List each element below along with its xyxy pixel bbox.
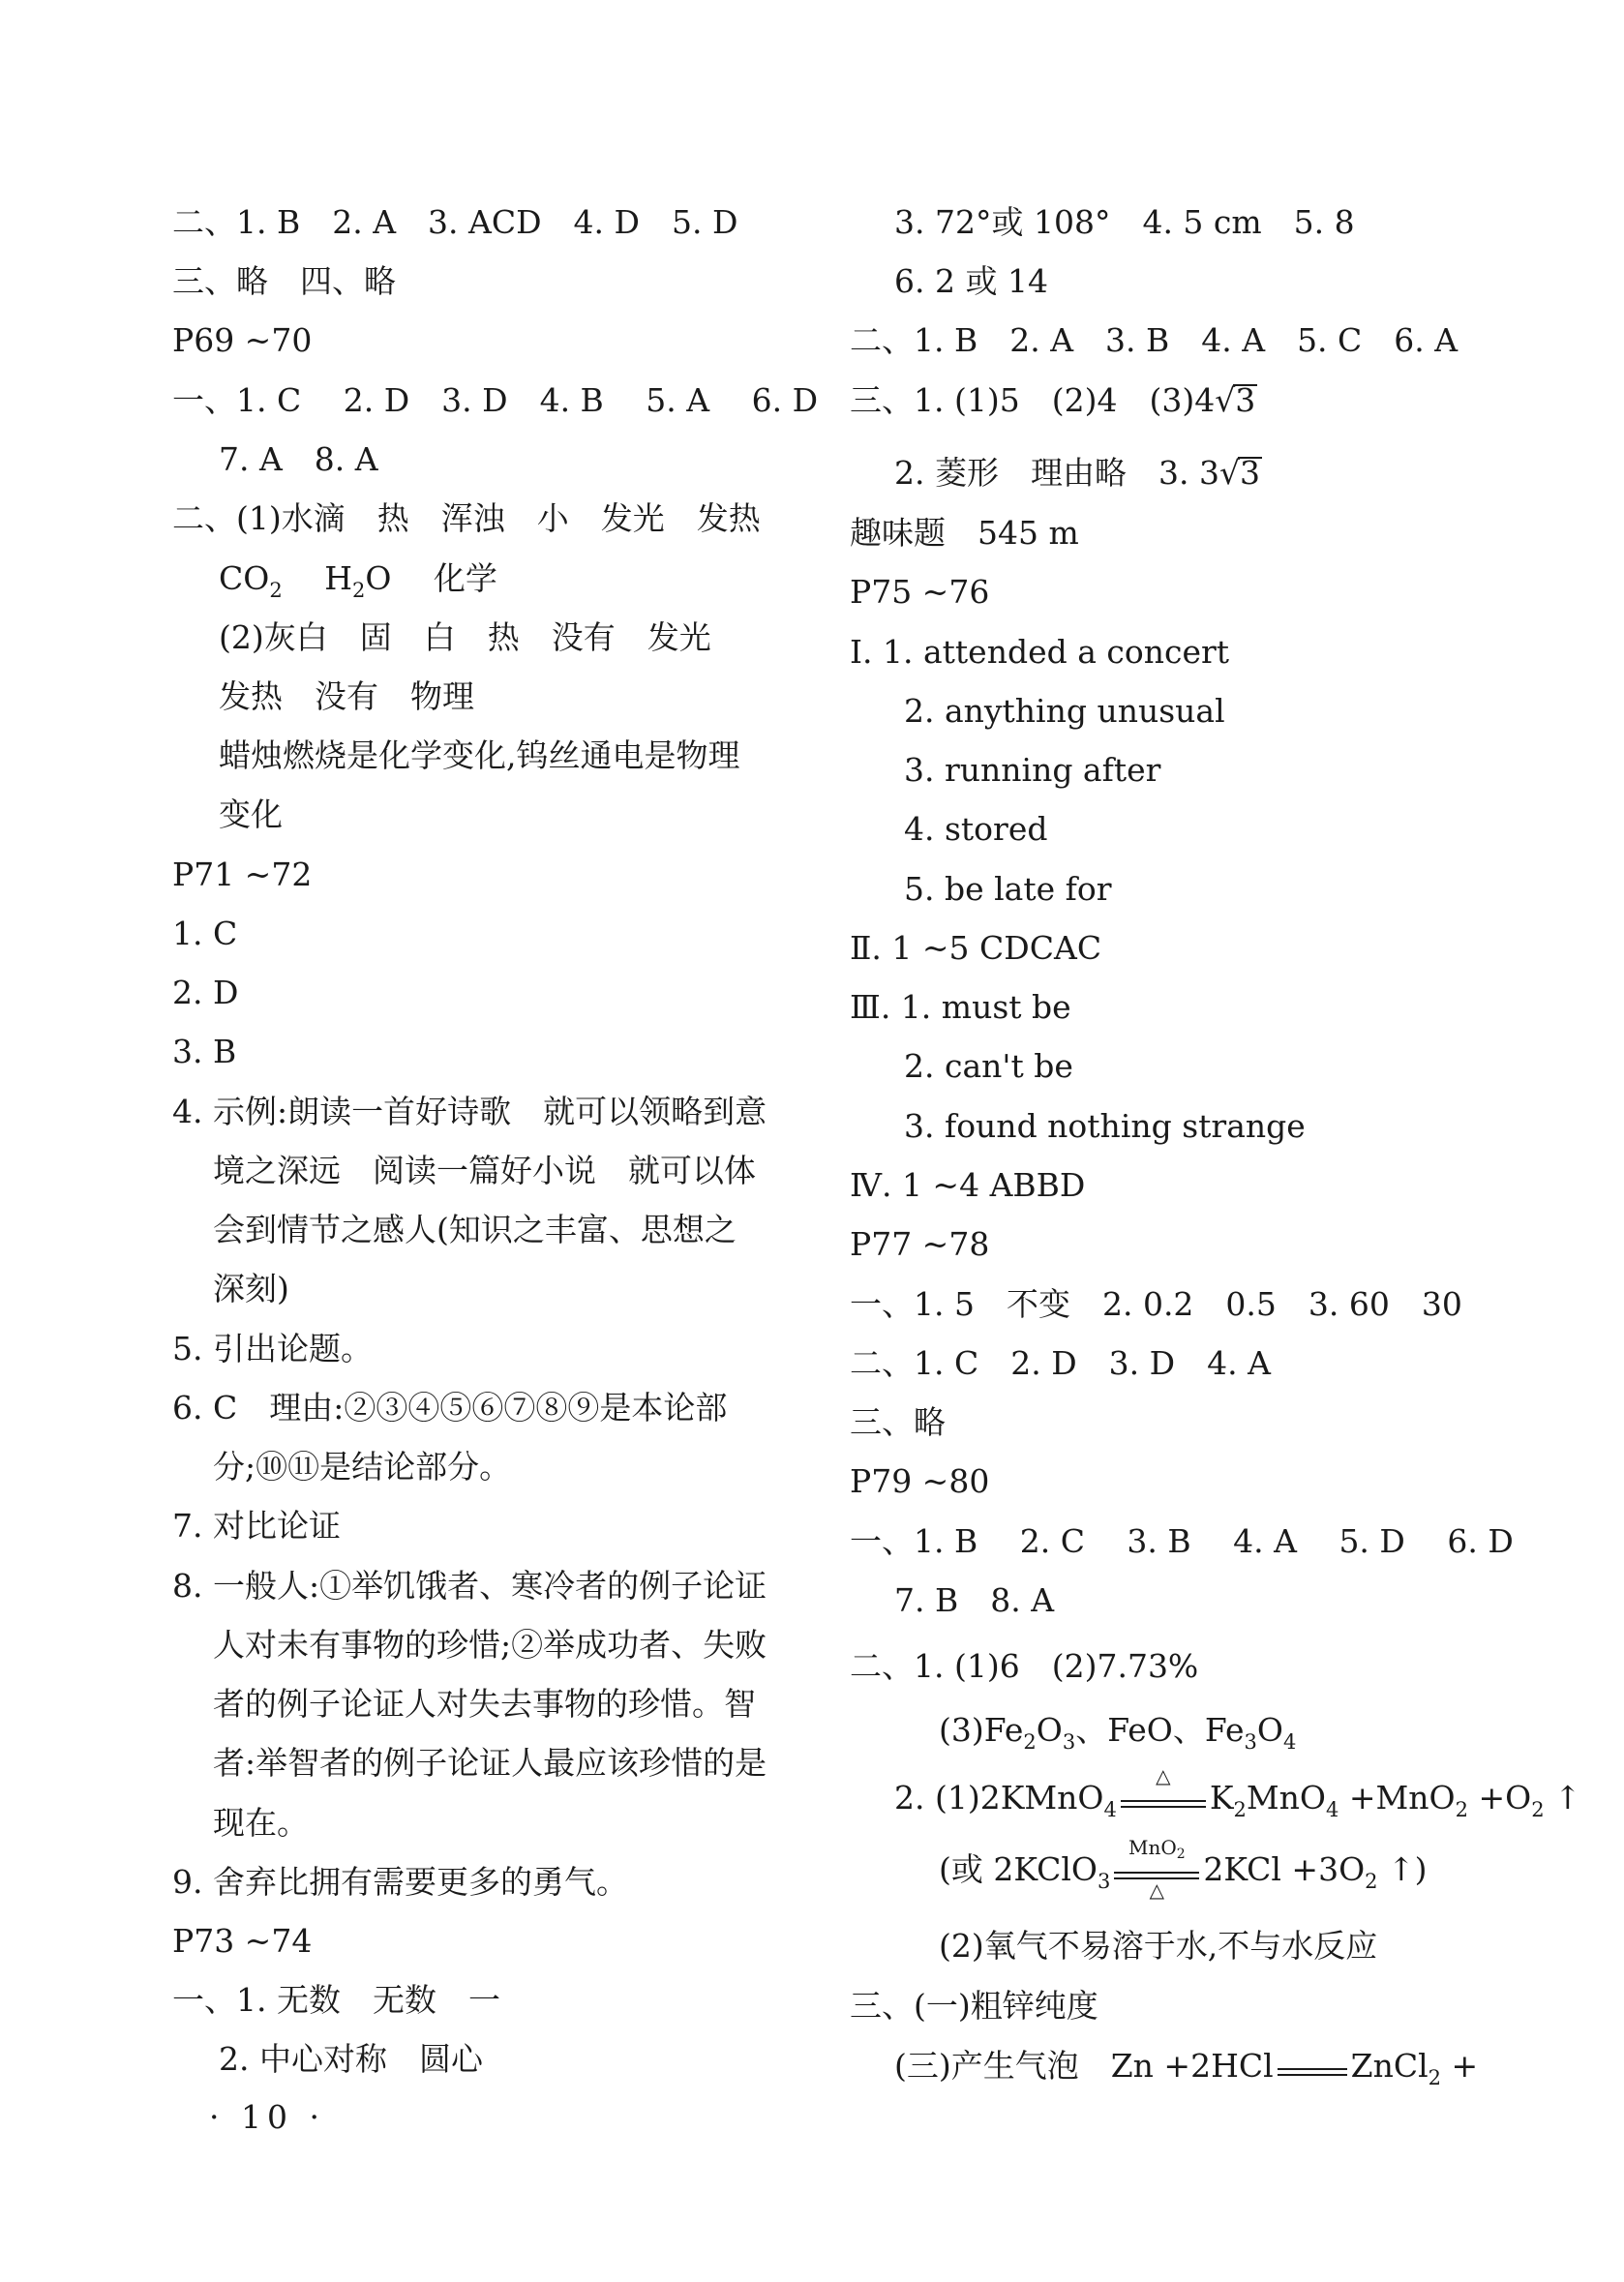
radicand-2: 3 [1239, 454, 1260, 492]
heat-symbol: △ [1156, 1764, 1171, 1787]
o-sub-2: 4 [1282, 1730, 1297, 1754]
gas-arrow: ↑ [1544, 1779, 1581, 1817]
left-line-19: 深刻) [213, 1270, 289, 1307]
right-line-sqrt-1 [850, 381, 1257, 420]
kmno4-sub: 4 [1103, 1798, 1117, 1821]
left-line-24: 8. 一般人:①举饥饿者、寒冷者的例子论证 [172, 1567, 767, 1605]
right-line-19: 一、1. 5 不变 2. 0.2 0.5 3. 60 30 [850, 1285, 1462, 1323]
right-line-13: Ⅱ. 1 ~5 CDCAC [850, 929, 1102, 967]
left-line-32: 2. 中心对称 圆心 [219, 2040, 483, 2078]
catalyst-condition-arrow [1110, 1836, 1203, 1902]
left-line-4: 一、1. C 2. D 3. D 4. B 5. A 6. D [172, 381, 819, 419]
left-line-11: 变化 [219, 796, 283, 833]
chem-label: 化学 [433, 559, 497, 597]
o2-sub-2: 2 [1365, 1870, 1378, 1893]
left-line-6: 二、(1)水滴 热 浑浊 小 发光 发热 [172, 499, 761, 537]
right-line-20: 二、1. C 2. D 3. D 4. A [850, 1344, 1271, 1382]
mno-sub: 4 [1325, 1798, 1339, 1821]
h2o-sub: 2 [351, 579, 366, 602]
right-line-8: Ⅰ. 1. attended a concert [850, 633, 1230, 671]
right-line-29: (2)氧气不易溶于水,不与水反应 [939, 1927, 1378, 1965]
right-line-24: 7. B 8. A [894, 1581, 1055, 1619]
mno-text: MnO [1246, 1779, 1326, 1817]
kmno4-prefix: 2. (1)2KMnO [894, 1779, 1104, 1817]
left-line-23: 7. 对比论证 [172, 1507, 341, 1545]
left-line-27: 者:举智者的例子论证人最应该珍惜的是 [213, 1744, 767, 1782]
left-line-29: 9. 舍弃比拥有需要更多的勇气。 [172, 1863, 628, 1901]
gas-arrow-2: ↑) [1377, 1850, 1428, 1888]
left-line-1: 二、1. B 2. A 3. ACD 4. D 5. D [172, 203, 738, 241]
o-sub-1: 3 [1062, 1730, 1076, 1754]
right-line-23: 一、1. B 2. C 3. B 4. A 5. D 6. D [850, 1522, 1514, 1560]
kcl-text: 2KCl +3O [1203, 1850, 1366, 1888]
left-line-31: 一、1. 无数 无数 一 [172, 1981, 500, 2019]
co2-sub: 2 [269, 579, 283, 602]
radicand-1: 3 [1235, 381, 1256, 419]
equals-sign [1274, 2047, 1351, 2086]
catalyst-sub: 2 [1176, 1847, 1186, 1862]
left-heading-p69: P69 ~70 [172, 321, 313, 359]
right-line-sqrt-2 [894, 454, 1262, 493]
left-heading-p71: P71 ~72 [172, 856, 313, 893]
kclo3-sub: 3 [1098, 1870, 1111, 1893]
left-line-28: 现在。 [213, 1804, 309, 1842]
kclo3-prefix: (或 2KClO [939, 1850, 1098, 1888]
k-sub: 2 [1233, 1798, 1247, 1821]
h2o-text: H [324, 559, 352, 597]
right-line-10: 3. running after [904, 751, 1161, 789]
right-line-14: Ⅲ. 1. must be [850, 988, 1071, 1026]
left-line-8: (2)灰白 固 白 热 没有 发光 [219, 618, 711, 656]
left-line-16: 4. 示例:朗读一首好诗歌 就可以领略到意 [172, 1093, 767, 1130]
right-line-30: 三、(一)粗锌纯度 [850, 1987, 1098, 2025]
catalyst-label [1110, 1837, 1203, 1865]
right-line-2: 6. 2 或 14 [894, 262, 1048, 300]
left-line-14: 2. D [172, 974, 239, 1011]
right-line-16: 3. found nothing strange [904, 1107, 1306, 1145]
left-line-15: 3. B [172, 1033, 237, 1070]
feo-text: 、FeO、Fe [1075, 1711, 1245, 1749]
page-number: · 10 · [209, 2098, 325, 2136]
o2-sub: 2 [1531, 1798, 1545, 1821]
left-heading-p73: P73 ~74 [172, 1922, 313, 1960]
radical-sign-1: √ [1215, 381, 1236, 419]
left-line-21: 6. C 理由:②③④⑤⑥⑦⑧⑨是本论部 [172, 1389, 728, 1426]
right-line-15: 2. can't be [904, 1047, 1073, 1085]
mno2-text: +MnO [1338, 1779, 1456, 1817]
left-line-9: 发热 没有 物理 [219, 677, 474, 715]
o-text-1: O [1036, 1711, 1063, 1749]
right-heading-p77: P77 ~78 [850, 1225, 990, 1263]
right-heading-p79: P79 ~80 [850, 1462, 990, 1500]
sqrt-prefix-1: 三、1. (1)5 (2)4 (3)4 [850, 381, 1216, 419]
left-line-13: 1. C [172, 915, 238, 952]
right-line-kmno4-equation [894, 1764, 1581, 1829]
right-line-iron-oxides [939, 1711, 1296, 1761]
right-line-17: Ⅳ. 1 ~4 ABBD [850, 1166, 1086, 1204]
left-line-formula [219, 559, 497, 610]
right-line-kclo3-equation [939, 1836, 1428, 1902]
catalyst-text: MnO [1128, 1836, 1177, 1859]
left-line-26: 者的例子论证人对失去事物的珍惜。智 [213, 1685, 756, 1723]
right-line-12: 5. be late for [904, 870, 1112, 908]
fe-prefix: (3)Fe [939, 1711, 1024, 1749]
left-line-2: 三、略 四、略 [172, 262, 396, 300]
left-line-17: 境之深远 阅读一篇好小说 就可以体 [213, 1152, 756, 1189]
o2-text: +O [1467, 1779, 1532, 1817]
heat-symbol-2: △ [1149, 1878, 1165, 1902]
right-heading-p75: P75 ~76 [850, 573, 990, 611]
right-line-25: 二、1. (1)6 (2)7.73% [850, 1647, 1199, 1685]
left-line-22: 分;⑩⑪是结论部分。 [213, 1448, 512, 1486]
o-text-2: O [1256, 1711, 1283, 1749]
zncl-text: ZnCl [1350, 2047, 1429, 2085]
right-line-1: 3. 72°或 108° 4. 5 cm 5. 8 [894, 203, 1355, 241]
right-line-11: 4. stored [904, 810, 1048, 848]
co2-text: CO [219, 559, 270, 597]
left-line-18: 会到情节之感人(知识之丰富、思想之 [213, 1211, 737, 1248]
fe-sub-1: 2 [1023, 1730, 1037, 1754]
right-line-6: 趣味题 545 m [850, 514, 1079, 552]
left-line-5: 7. A 8. A [219, 440, 378, 478]
zinc-prefix: (三)产生气泡 Zn +2HCl [894, 2047, 1274, 2085]
sqrt-prefix-2: 2. 菱形 理由略 3. 3 [894, 454, 1219, 492]
k-text: K [1209, 1779, 1234, 1817]
right-line-9: 2. anything unusual [904, 692, 1225, 730]
right-line-3: 二、1. B 2. A 3. B 4. A 5. C 6. A [850, 321, 1459, 359]
left-line-10: 蜡烛燃烧是化学变化,钨丝通电是物理 [219, 736, 740, 774]
zncl-sub: 2 [1428, 2066, 1442, 2089]
heat-condition-arrow [1117, 1764, 1210, 1817]
fe-sub-2: 3 [1244, 1730, 1257, 1754]
mno2-sub: 2 [1455, 1798, 1468, 1821]
h2o-tail: O [365, 559, 392, 597]
left-line-25: 人对未有事物的珍惜;②举成功者、失败 [213, 1626, 767, 1664]
radical-sign-2: √ [1218, 454, 1240, 492]
plus-tail: + [1441, 2047, 1479, 2085]
left-line-20: 5. 引出论题。 [172, 1330, 373, 1367]
right-line-zinc-equation [894, 2047, 1478, 2097]
right-line-21: 三、略 [850, 1403, 946, 1441]
